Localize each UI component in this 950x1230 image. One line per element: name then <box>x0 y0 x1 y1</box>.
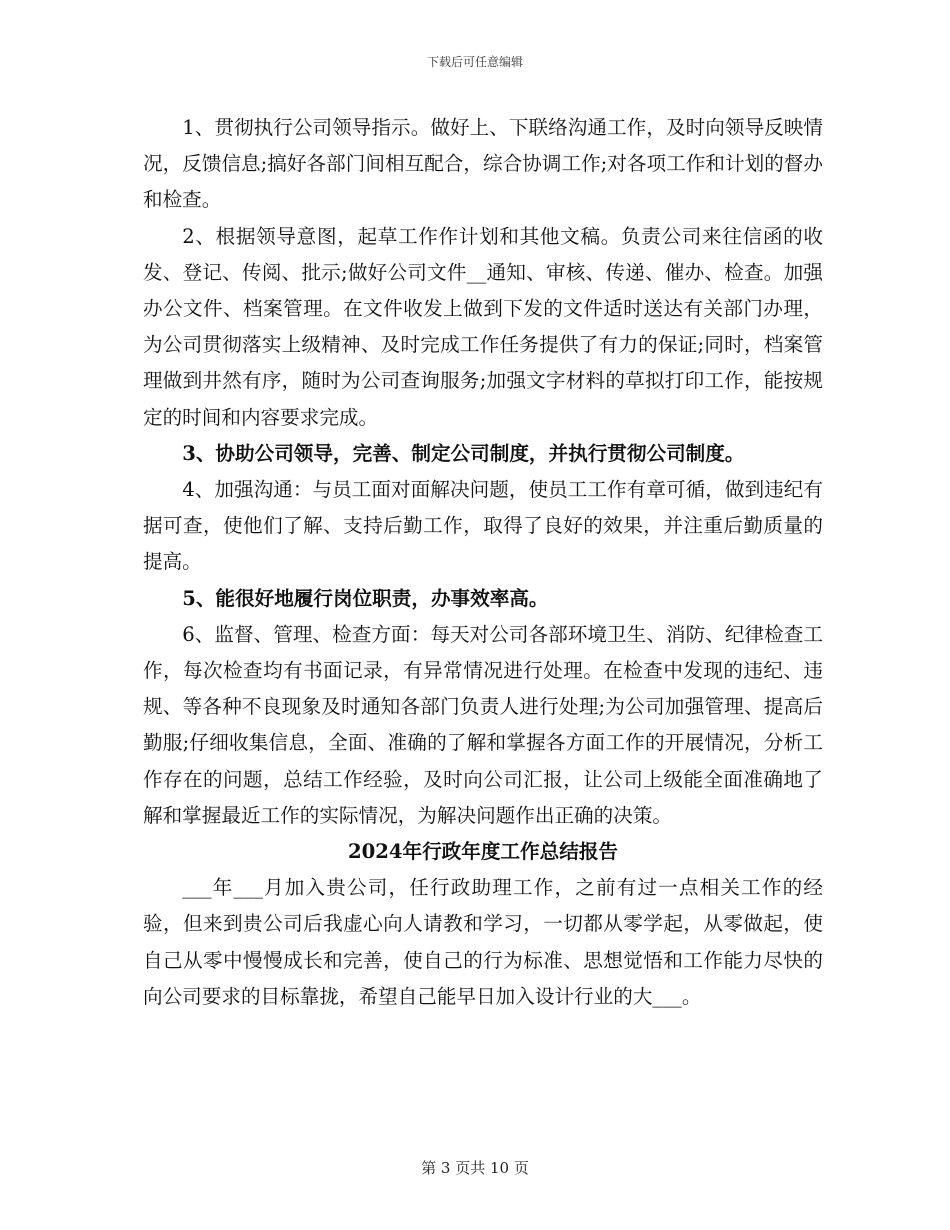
paragraph-item-1: 1、贯彻执行公司领导指示。做好上、下联络沟通工作，及时向领导反映情况，反馈信息;搞好各部门间相互配合，综合协调工作;对各项工作和计划的督办和检查。 <box>143 116 823 212</box>
document-body <box>143 110 823 1015</box>
paragraph-item-4: 4、加强沟通：与员工面对面解决问题，使员工工作有章可循，做到违纪有据可查，使他们了解、支持后勤工作，取得了良好的效果，并注重后勤质量的提高。 <box>143 478 823 574</box>
paragraph-item-6: 6、监督、管理、检查方面：每天对公司各部环境卫生、消防、纪律检查工作，每次检查均有书面记录，有异常情况进行处理。在检查中发现的违纪、违规、等各种不良现象及时通知各部门负责人进行处理;为公司加强管理、提高后勤服;仔细收集信息，全面、准确的了解和掌握各方面工作的开展情况，分析工作存在的问题，总结工作经验，及时向公司汇报，让公司上级能全面准确地了解和掌握最近工作的实际情况，为解决问题作出正确的决策。 <box>143 622 823 827</box>
paragraph-item-2: 2、根据领导意图，起草工作作计划和其他文稿。负责公司来往信函的收发、登记、传阅、批示;做好公司文件__通知、审核、传递、催办、检查。加强办公文件、档案管理。在文件收发上做到下发的文件适时送达有关部门办理，为公司贯彻落实上级精神、及时完成工作任务提供了有力的保证;同时，档案管理做到井然有序，随时为公司查询服务;加强文字材料的草拟打印工作，能按规定的时间和内容要求完成。 <box>143 224 823 429</box>
paragraph-item-3: 3、协助公司领导，完善、制定公司制度，并执行贯彻公司制度。 <box>182 441 745 465</box>
page-footer: 第 3 页共 10 页 <box>421 1159 529 1177</box>
paragraph-item-5: 5、能很好地履行岗位职责，办事效率高。 <box>182 586 549 610</box>
section-title: 2024年行政年度工作总结报告 <box>347 840 619 864</box>
intro-paragraph: ___年___月加入贵公司，任行政助理工作，之前有过一点相关工作的经验，但来到贵公司后我虚心向人请教和学习，一切都从零学起，从零做起，使自己从零中慢慢成长和完善，使自己的行为标准、思想觉悟和工作能力尽快的向公司要求的目标靠拢，希望自己能早日加入设计行业的大___。 <box>143 876 823 1008</box>
page-header: 下载后可任意编辑 <box>426 55 523 69</box>
